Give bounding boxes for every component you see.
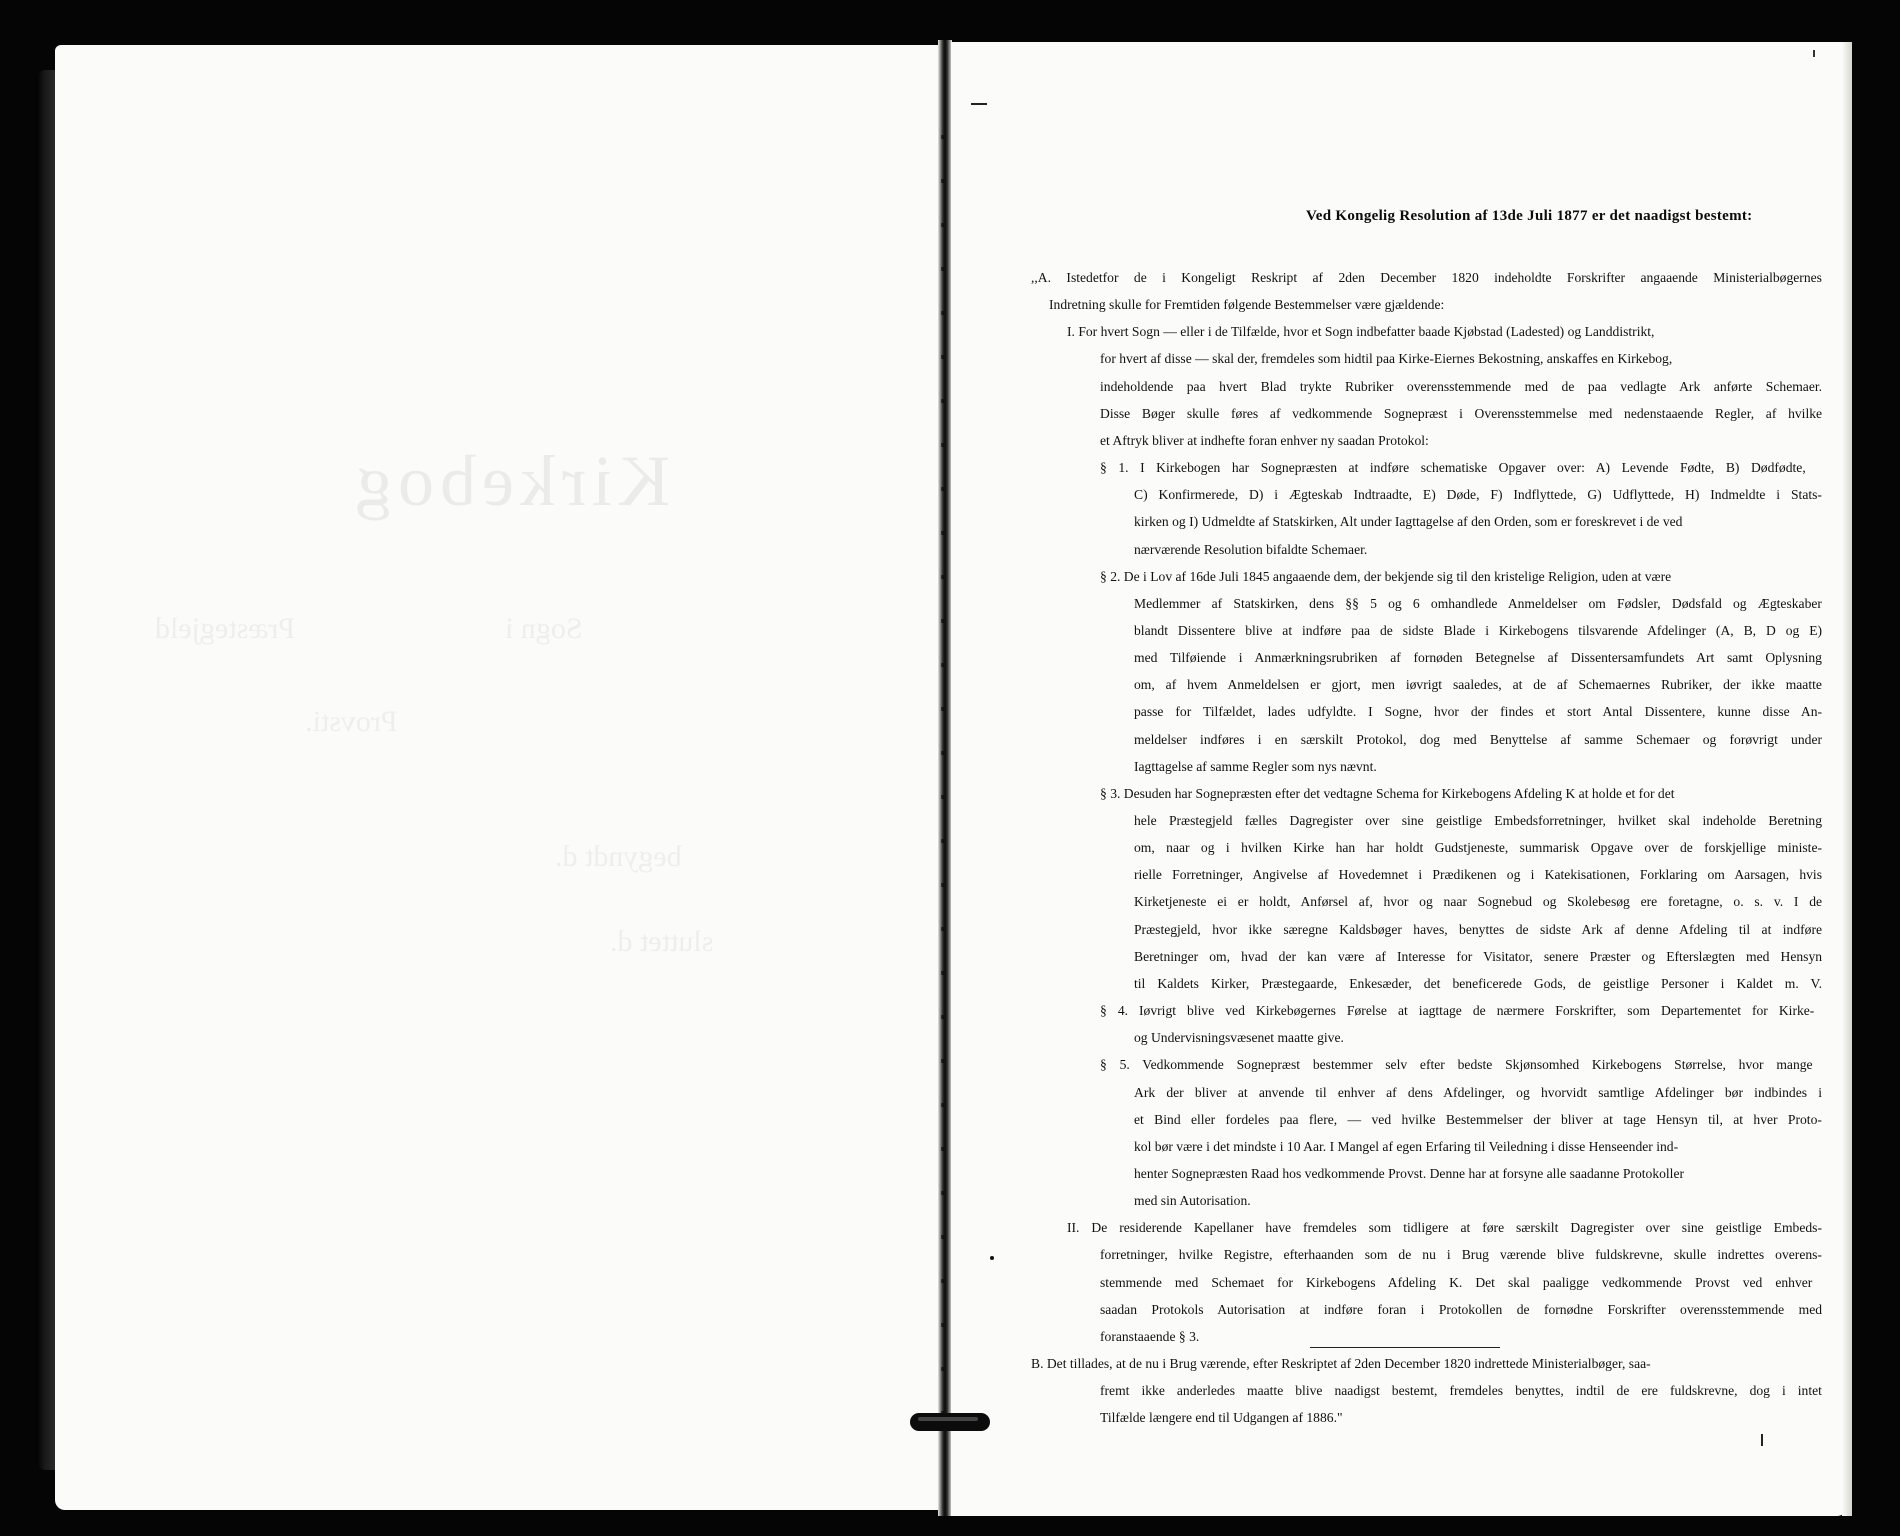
bleed-through-text: Sogn i	[505, 612, 583, 645]
document-line: og Undervisningsvæsenet maatte give.	[1134, 1030, 1344, 1046]
document-line: foranstaaende § 3.	[1100, 1328, 1200, 1344]
document-line: Tilfælde længere end til Udgangen af 1886."	[1100, 1410, 1343, 1426]
gutter-stitching	[941, 95, 944, 1415]
document-line: til Kaldets Kirker, Præstegaarde, Enkesæder, det beneficerede Gods, de geistlige Personer i Kaldet m. V.	[1134, 975, 1823, 991]
document-line: § 1. I Kirkebogen har Sognepræsten at indføre schematiske Opgaver over: A) Levende Fødte, B) Dødfødte,	[1100, 460, 1806, 476]
document-heading: Ved Kongelig Resolution af 13de Juli 1877 er det naadigst bestemt:	[1306, 208, 1753, 224]
document-line: C) Konfirmerede, D) i Ægteskab Indtraadte, E) Døde, F) Indflyttede, G) Udflyttede, H) Indmeldte i Stats-	[1134, 487, 1822, 503]
document-line: forretninger, hvilke Registre, efterhaanden som de nu i Brug værende blive fuldskrevne, skulle indrettes overens-	[1100, 1247, 1822, 1263]
left-page	[55, 45, 938, 1510]
margin-mark	[1761, 1434, 1763, 1446]
page-edge-shadow	[1842, 42, 1852, 1516]
document-line: henter Sognepræsten Raad hos vedkommende Provst. Denne har at forsyne alle saadanne Protokoller	[1134, 1165, 1685, 1181]
document-line: et Bind eller fordeles paa flere, — ved hvilke Bestemmelser der bliver at tage Hensyn til, at hver Proto-	[1134, 1111, 1822, 1127]
document-line: Medlemmer af Statskirken, dens §§ 5 og 6 omhandlede Anmeldelser om Fødsler, Dødsfald og Ægteskaber	[1134, 595, 1822, 611]
margin-mark	[1813, 50, 1815, 57]
document-line: kirken og I) Udmeldte af Statskirken, Alt under Iagttagelse af den Orden, som er foreskrevet i de ved	[1134, 514, 1683, 530]
margin-mark	[971, 103, 987, 105]
document-line: Disse Bøger skulle føres af vedkommende Sognepræst i Overensstemmelse med nedenstaaende Regler, af hvilke	[1100, 405, 1823, 421]
document-line: et Aftryk bliver at indhefte foran enhver ny saadan Protokol:	[1100, 432, 1429, 448]
bleed-through-text: Kirkebog	[350, 441, 670, 521]
document-line: for hvert af disse — skal der, fremdeles som hidtil paa Kirke-Eiernes Bekostning, anskaffes en Kirkebog,	[1100, 351, 1673, 367]
document-line: Ark der bliver at anvende til enhver af dens Afdelinger, og hvorvidt samtlige Afdelinger bør indbindes i	[1134, 1084, 1823, 1100]
document-line: § 2. De i Lov af 16de Juli 1845 angaaende dem, der bekjende sig til den kristelige Religion, uden at være	[1100, 568, 1672, 584]
document-line: rielle Forretninger, Angivelse af Hovedemnet i Prædikenen og i Katekisationen, Forklaring om Aarsagen, hvis	[1134, 867, 1823, 883]
binding-clip	[910, 1413, 990, 1431]
document-line: ,,A. Istedetfor de i Kongeligt Reskript af 2den December 1820 indeholdte Forskrifter angaaende Ministerialbøgernes	[1031, 270, 1822, 285]
document-line: § 4. Iøvrigt blive ved Kirkebøgernes Førelse at iagttage de nærmere Forskrifter, som Departementet for Kirke-	[1100, 1003, 1815, 1019]
document-line: Indretning skulle for Fremtiden følgende Bestemmelser være gjældende:	[1049, 297, 1445, 313]
document-line: saadan Protokols Autorisation at indføre foran i Protokollen de fornødne Forskrifter overensstemmende med	[1100, 1301, 1823, 1317]
document-line: Kirketjeneste ei er holdt, Anførsel af, hvor og naar Sognebud og Skolebesøg ere foretagne, o. s. v. I de	[1134, 894, 1823, 910]
right-page	[951, 42, 1847, 1516]
document-line: passe for Tilfældet, lades udfyldte. I Sogne, hvor der findes et stort Antal Dissentere, kunne disse An-	[1134, 704, 1823, 720]
document-line: B. Det tillades, at de nu i Brug værende, efter Reskriptet af 2den December 1820 indrettede Ministerialbøger, saa-	[1031, 1356, 1651, 1371]
document-line: kol bør være i det mindste i 10 Aar. I Mangel af egen Erfaring til Veiledning i disse Henseender ind-	[1134, 1138, 1679, 1154]
document-line: II. De residerende Kapellaner have fremdeles som tidligere at føre særskilt Dagregister over sine geistlige Embeds-	[1067, 1220, 1822, 1236]
document-line: fremt ikke anderledes maatte blive naadigst bestemt, fremdeles benyttes, indtil de ere fuldskrevne, dog i intet	[1100, 1383, 1822, 1399]
margin-mark	[990, 1256, 994, 1260]
bleed-through-text: Præstegjeld	[155, 612, 295, 645]
document-line: med sin Autorisation.	[1134, 1193, 1251, 1209]
document-line: med Tilføiende i Anmærkningsrubriken af fornøden Betegnelse af Dissentersamfundets Art samt Oplysning	[1134, 650, 1822, 666]
document-line: Beretninger om, hvad der kan være af Interesse for Visitator, senere Præster og Efterslægten med Hensyn	[1134, 948, 1823, 964]
document-line: indeholdende paa hvert Blad trykte Rubriker overensstemmende med de paa vedlagte Ark anførte Schemaer.	[1100, 378, 1823, 394]
closing-rule	[1310, 1347, 1500, 1348]
document-line: § 3. Desuden har Sognepræsten efter det vedtagne Schema for Kirkebogens Afdeling K at holde et for det	[1100, 785, 1675, 801]
document-line: meldelser indføres i en særskilt Protokol, dog med Benyttelse af samme Schemaer og forøvrigt under	[1134, 731, 1822, 747]
document-line: § 5. Vedkommende Sognepræst bestemmer selv efter bedste Skjønsomhed Kirkebogens Størrelse, hvor mange	[1100, 1057, 1813, 1073]
document-line: Iagttagelse af samme Regler som nys nævnt.	[1134, 758, 1377, 774]
document-line: hele Præstegjeld fælles Dagregister over sine geistlige Embedsforretninger, hvilket skal indeholde Beretning	[1134, 813, 1822, 828]
document-line: stemmende med Schemaet for Kirkebogens Afdeling K. Det skal paaligge vedkommende Provst ved enhver	[1100, 1274, 1813, 1290]
bleed-through-text: Provsti.	[305, 705, 398, 738]
document-line: om, naar og i hvilken Kirke han har holdt Gudstjeneste, summarisk Opgave over de forskjellige ministe-	[1134, 840, 1823, 856]
document-line: nærværende Resolution bifaldte Schemaer.	[1134, 541, 1368, 557]
document-line: blandt Dissentere blive at indføre paa de sidste Blade i Kirkebogens tilsvarende Afdelinger (A, B, D og E)	[1134, 622, 1823, 638]
document-line: om, af hvem Anmeldelsen er gjort, men iøvrigt saaledes, at de af Schemaernes Rubriker, der ikke maatte	[1134, 677, 1822, 693]
document-line: I. For hvert Sogn — eller i de Tilfælde, hvor et Sogn indbefatter baade Kjøbstad (Ladested) og Landdistrikt,	[1067, 324, 1655, 340]
bleed-through-text: begyndt d.	[555, 840, 682, 873]
bleed-through-text: sluttet d.	[610, 925, 714, 958]
document-line: Præstegjeld, hvor ikke særegne Kaldsbøger haves, benyttes de sidste Ark af denne Afdeling til at indføre	[1134, 921, 1823, 937]
